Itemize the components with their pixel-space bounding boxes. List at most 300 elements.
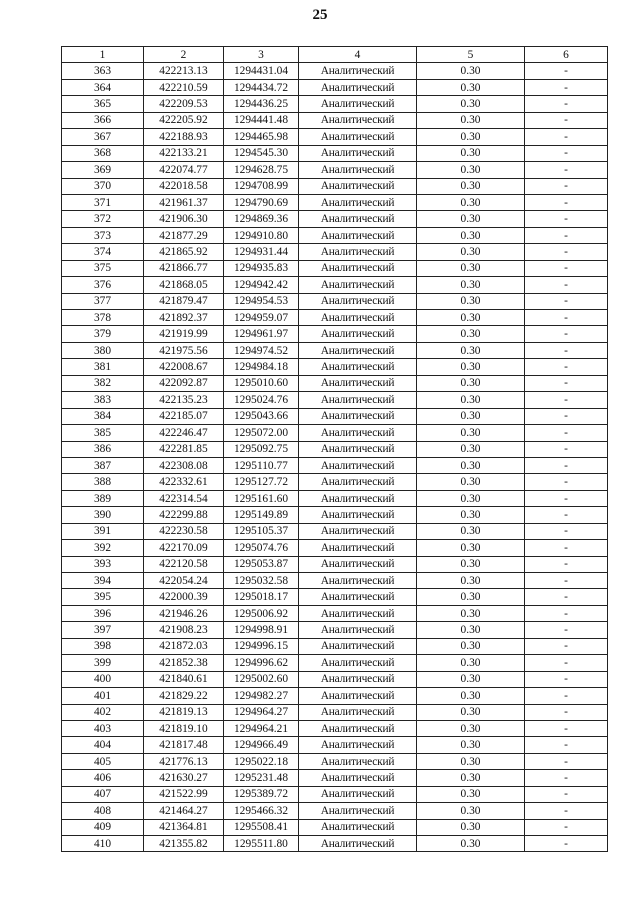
column-header: 6	[525, 47, 608, 63]
column-header: 5	[417, 47, 525, 63]
method-cell: Аналитический	[299, 79, 417, 95]
table-row	[62, 573, 608, 589]
x-coordinate-cell: 422133.21	[144, 145, 224, 161]
table-row	[62, 145, 608, 161]
point-number-cell: 386	[62, 441, 144, 457]
accuracy-cell: 0.30	[417, 408, 525, 424]
point-number-cell: 383	[62, 392, 144, 408]
note-cell: -	[525, 556, 608, 572]
table-row	[62, 96, 608, 112]
note-cell: -	[525, 704, 608, 720]
y-coordinate-cell: 1294441.48	[224, 112, 299, 128]
method-cell: Аналитический	[299, 359, 417, 375]
method-cell: Аналитический	[299, 655, 417, 671]
x-coordinate-cell: 422281.85	[144, 441, 224, 457]
x-coordinate-cell: 422185.07	[144, 408, 224, 424]
accuracy-cell: 0.30	[417, 753, 525, 769]
accuracy-cell: 0.30	[417, 655, 525, 671]
y-coordinate-cell: 1294465.98	[224, 129, 299, 145]
method-cell: Аналитический	[299, 589, 417, 605]
y-coordinate-cell: 1295074.76	[224, 540, 299, 556]
x-coordinate-cell: 421464.27	[144, 803, 224, 819]
method-cell: Аналитический	[299, 441, 417, 457]
table-row	[62, 540, 608, 556]
method-cell: Аналитический	[299, 63, 417, 79]
table-row	[62, 277, 608, 293]
point-number-cell: 403	[62, 720, 144, 736]
x-coordinate-cell: 421776.13	[144, 753, 224, 769]
method-cell: Аналитический	[299, 704, 417, 720]
method-cell: Аналитический	[299, 737, 417, 753]
accuracy-cell: 0.30	[417, 359, 525, 375]
point-number-cell: 408	[62, 803, 144, 819]
x-coordinate-cell: 422188.93	[144, 129, 224, 145]
x-coordinate-cell: 421819.13	[144, 704, 224, 720]
note-cell: -	[525, 375, 608, 391]
note-cell: -	[525, 737, 608, 753]
table-row	[62, 408, 608, 424]
method-cell: Аналитический	[299, 277, 417, 293]
method-cell: Аналитический	[299, 457, 417, 473]
table-row	[62, 786, 608, 802]
method-cell: Аналитический	[299, 819, 417, 835]
point-number-cell: 372	[62, 211, 144, 227]
accuracy-cell: 0.30	[417, 474, 525, 490]
y-coordinate-cell: 1294910.80	[224, 227, 299, 243]
x-coordinate-cell: 422209.53	[144, 96, 224, 112]
table-row	[62, 227, 608, 243]
x-coordinate-cell: 421819.10	[144, 720, 224, 736]
accuracy-cell: 0.30	[417, 326, 525, 342]
accuracy-cell: 0.30	[417, 605, 525, 621]
table-row	[62, 704, 608, 720]
y-coordinate-cell: 1294959.07	[224, 310, 299, 326]
point-number-cell: 389	[62, 490, 144, 506]
x-coordinate-cell: 421946.26	[144, 605, 224, 621]
y-coordinate-cell: 1294942.42	[224, 277, 299, 293]
note-cell: -	[525, 836, 608, 852]
x-coordinate-cell: 422314.54	[144, 490, 224, 506]
note-cell: -	[525, 145, 608, 161]
method-cell: Аналитический	[299, 556, 417, 572]
accuracy-cell: 0.30	[417, 589, 525, 605]
note-cell: -	[525, 326, 608, 342]
point-number-cell: 405	[62, 753, 144, 769]
point-number-cell: 406	[62, 770, 144, 786]
note-cell: -	[525, 277, 608, 293]
accuracy-cell: 0.30	[417, 770, 525, 786]
point-number-cell: 369	[62, 162, 144, 178]
y-coordinate-cell: 1295149.89	[224, 507, 299, 523]
point-number-cell: 371	[62, 194, 144, 210]
y-coordinate-cell: 1294790.69	[224, 194, 299, 210]
note-cell: -	[525, 457, 608, 473]
point-number-cell: 410	[62, 836, 144, 852]
column-header: 4	[299, 47, 417, 63]
x-coordinate-cell: 421866.77	[144, 260, 224, 276]
y-coordinate-cell: 1294431.04	[224, 63, 299, 79]
accuracy-cell: 0.30	[417, 819, 525, 835]
accuracy-cell: 0.30	[417, 194, 525, 210]
note-cell: -	[525, 770, 608, 786]
table-row	[62, 293, 608, 309]
note-cell: -	[525, 655, 608, 671]
point-number-cell: 378	[62, 310, 144, 326]
point-number-cell: 394	[62, 573, 144, 589]
accuracy-cell: 0.30	[417, 112, 525, 128]
point-number-cell: 385	[62, 425, 144, 441]
x-coordinate-cell: 422074.77	[144, 162, 224, 178]
point-number-cell: 387	[62, 457, 144, 473]
point-number-cell: 368	[62, 145, 144, 161]
accuracy-cell: 0.30	[417, 375, 525, 391]
point-number-cell: 402	[62, 704, 144, 720]
method-cell: Аналитический	[299, 507, 417, 523]
table-row	[62, 490, 608, 506]
x-coordinate-cell: 422230.58	[144, 523, 224, 539]
y-coordinate-cell: 1295511.80	[224, 836, 299, 852]
table-row	[62, 622, 608, 638]
point-number-cell: 380	[62, 342, 144, 358]
x-coordinate-cell: 422120.58	[144, 556, 224, 572]
x-coordinate-cell: 421906.30	[144, 211, 224, 227]
note-cell: -	[525, 194, 608, 210]
method-cell: Аналитический	[299, 96, 417, 112]
y-coordinate-cell: 1294984.18	[224, 359, 299, 375]
y-coordinate-cell: 1294982.27	[224, 688, 299, 704]
note-cell: -	[525, 786, 608, 802]
table-row	[62, 162, 608, 178]
table-row	[62, 244, 608, 260]
method-cell: Аналитический	[299, 112, 417, 128]
accuracy-cell: 0.30	[417, 129, 525, 145]
y-coordinate-cell: 1294869.36	[224, 211, 299, 227]
point-number-cell: 388	[62, 474, 144, 490]
y-coordinate-cell: 1295092.75	[224, 441, 299, 457]
point-number-cell: 391	[62, 523, 144, 539]
note-cell: -	[525, 720, 608, 736]
x-coordinate-cell: 421961.37	[144, 194, 224, 210]
y-coordinate-cell: 1294966.49	[224, 737, 299, 753]
table-body	[62, 63, 608, 852]
x-coordinate-cell: 421865.92	[144, 244, 224, 260]
point-number-cell: 397	[62, 622, 144, 638]
x-coordinate-cell: 421892.37	[144, 310, 224, 326]
note-cell: -	[525, 260, 608, 276]
y-coordinate-cell: 1294954.53	[224, 293, 299, 309]
table-row	[62, 375, 608, 391]
note-cell: -	[525, 753, 608, 769]
accuracy-cell: 0.30	[417, 803, 525, 819]
y-coordinate-cell: 1295105.37	[224, 523, 299, 539]
note-cell: -	[525, 79, 608, 95]
accuracy-cell: 0.30	[417, 737, 525, 753]
y-coordinate-cell: 1295389.72	[224, 786, 299, 802]
point-number-cell: 382	[62, 375, 144, 391]
note-cell: -	[525, 671, 608, 687]
note-cell: -	[525, 178, 608, 194]
point-number-cell: 409	[62, 819, 144, 835]
note-cell: -	[525, 523, 608, 539]
note-cell: -	[525, 112, 608, 128]
accuracy-cell: 0.30	[417, 704, 525, 720]
point-number-cell: 384	[62, 408, 144, 424]
point-number-cell: 400	[62, 671, 144, 687]
accuracy-cell: 0.30	[417, 523, 525, 539]
x-coordinate-cell: 422205.92	[144, 112, 224, 128]
x-coordinate-cell: 422018.58	[144, 178, 224, 194]
x-coordinate-cell: 421877.29	[144, 227, 224, 243]
note-cell: -	[525, 441, 608, 457]
point-number-cell: 404	[62, 737, 144, 753]
point-number-cell: 370	[62, 178, 144, 194]
table-row	[62, 129, 608, 145]
y-coordinate-cell: 1295508.41	[224, 819, 299, 835]
x-coordinate-cell: 422054.24	[144, 573, 224, 589]
note-cell: -	[525, 408, 608, 424]
column-header: 2	[144, 47, 224, 63]
note-cell: -	[525, 129, 608, 145]
table-row	[62, 474, 608, 490]
y-coordinate-cell: 1294974.52	[224, 342, 299, 358]
x-coordinate-cell: 421908.23	[144, 622, 224, 638]
note-cell: -	[525, 638, 608, 654]
column-header: 1	[62, 47, 144, 63]
accuracy-cell: 0.30	[417, 540, 525, 556]
point-number-cell: 379	[62, 326, 144, 342]
method-cell: Аналитический	[299, 145, 417, 161]
table-row	[62, 671, 608, 687]
x-coordinate-cell: 421879.47	[144, 293, 224, 309]
y-coordinate-cell: 1295053.87	[224, 556, 299, 572]
note-cell: -	[525, 490, 608, 506]
point-number-cell: 366	[62, 112, 144, 128]
point-number-cell: 390	[62, 507, 144, 523]
y-coordinate-cell: 1294964.27	[224, 704, 299, 720]
table-row	[62, 425, 608, 441]
note-cell: -	[525, 622, 608, 638]
method-cell: Аналитический	[299, 244, 417, 260]
point-number-cell: 398	[62, 638, 144, 654]
x-coordinate-cell: 421975.56	[144, 342, 224, 358]
point-number-cell: 392	[62, 540, 144, 556]
accuracy-cell: 0.30	[417, 392, 525, 408]
note-cell: -	[525, 803, 608, 819]
y-coordinate-cell: 1295032.58	[224, 573, 299, 589]
x-coordinate-cell: 422332.61	[144, 474, 224, 490]
x-coordinate-cell: 422170.09	[144, 540, 224, 556]
point-number-cell: 381	[62, 359, 144, 375]
accuracy-cell: 0.30	[417, 244, 525, 260]
method-cell: Аналитический	[299, 605, 417, 621]
x-coordinate-cell: 422092.87	[144, 375, 224, 391]
x-coordinate-cell: 422213.13	[144, 63, 224, 79]
note-cell: -	[525, 342, 608, 358]
x-coordinate-cell: 422000.39	[144, 589, 224, 605]
method-cell: Аналитический	[299, 671, 417, 687]
y-coordinate-cell: 1295018.17	[224, 589, 299, 605]
table-row	[62, 112, 608, 128]
table-row	[62, 819, 608, 835]
note-cell: -	[525, 293, 608, 309]
accuracy-cell: 0.30	[417, 786, 525, 802]
y-coordinate-cell: 1295231.48	[224, 770, 299, 786]
point-number-cell: 373	[62, 227, 144, 243]
y-coordinate-cell: 1294961.97	[224, 326, 299, 342]
x-coordinate-cell: 421872.03	[144, 638, 224, 654]
point-number-cell: 363	[62, 63, 144, 79]
x-coordinate-cell: 422135.23	[144, 392, 224, 408]
note-cell: -	[525, 589, 608, 605]
y-coordinate-cell: 1294964.21	[224, 720, 299, 736]
y-coordinate-cell: 1295010.60	[224, 375, 299, 391]
method-cell: Аналитический	[299, 523, 417, 539]
accuracy-cell: 0.30	[417, 310, 525, 326]
method-cell: Аналитический	[299, 178, 417, 194]
point-number-cell: 365	[62, 96, 144, 112]
table-row	[62, 63, 608, 79]
x-coordinate-cell: 421840.61	[144, 671, 224, 687]
y-coordinate-cell: 1294545.30	[224, 145, 299, 161]
x-coordinate-cell: 421522.99	[144, 786, 224, 802]
table-row	[62, 589, 608, 605]
point-number-cell: 367	[62, 129, 144, 145]
table-row	[62, 79, 608, 95]
table-row	[62, 720, 608, 736]
y-coordinate-cell: 1294436.25	[224, 96, 299, 112]
point-number-cell: 401	[62, 688, 144, 704]
x-coordinate-cell: 421868.05	[144, 277, 224, 293]
accuracy-cell: 0.30	[417, 490, 525, 506]
table-row	[62, 638, 608, 654]
table-row	[62, 194, 608, 210]
accuracy-cell: 0.30	[417, 457, 525, 473]
method-cell: Аналитический	[299, 720, 417, 736]
accuracy-cell: 0.30	[417, 342, 525, 358]
accuracy-cell: 0.30	[417, 96, 525, 112]
accuracy-cell: 0.30	[417, 260, 525, 276]
table-row	[62, 441, 608, 457]
x-coordinate-cell: 421829.22	[144, 688, 224, 704]
x-coordinate-cell: 421919.99	[144, 326, 224, 342]
x-coordinate-cell: 422299.88	[144, 507, 224, 523]
table-row	[62, 310, 608, 326]
accuracy-cell: 0.30	[417, 836, 525, 852]
table-row	[62, 392, 608, 408]
note-cell: -	[525, 310, 608, 326]
point-number-cell: 399	[62, 655, 144, 671]
point-number-cell: 407	[62, 786, 144, 802]
note-cell: -	[525, 540, 608, 556]
method-cell: Аналитический	[299, 425, 417, 441]
accuracy-cell: 0.30	[417, 638, 525, 654]
table-row	[62, 688, 608, 704]
table-row	[62, 556, 608, 572]
y-coordinate-cell: 1294996.62	[224, 655, 299, 671]
method-cell: Аналитический	[299, 162, 417, 178]
accuracy-cell: 0.30	[417, 622, 525, 638]
note-cell: -	[525, 425, 608, 441]
accuracy-cell: 0.30	[417, 211, 525, 227]
accuracy-cell: 0.30	[417, 720, 525, 736]
y-coordinate-cell: 1295072.00	[224, 425, 299, 441]
point-number-cell: 396	[62, 605, 144, 621]
x-coordinate-cell: 422008.67	[144, 359, 224, 375]
accuracy-cell: 0.30	[417, 145, 525, 161]
y-coordinate-cell: 1294935.83	[224, 260, 299, 276]
y-coordinate-cell: 1295127.72	[224, 474, 299, 490]
method-cell: Аналитический	[299, 638, 417, 654]
table-row	[62, 457, 608, 473]
note-cell: -	[525, 474, 608, 490]
table-row	[62, 605, 608, 621]
method-cell: Аналитический	[299, 194, 417, 210]
accuracy-cell: 0.30	[417, 688, 525, 704]
accuracy-cell: 0.30	[417, 556, 525, 572]
y-coordinate-cell: 1295466.32	[224, 803, 299, 819]
y-coordinate-cell: 1294998.91	[224, 622, 299, 638]
method-cell: Аналитический	[299, 375, 417, 391]
table-row	[62, 655, 608, 671]
coordinates-table	[61, 46, 608, 852]
accuracy-cell: 0.30	[417, 441, 525, 457]
method-cell: Аналитический	[299, 688, 417, 704]
y-coordinate-cell: 1294708.99	[224, 178, 299, 194]
y-coordinate-cell: 1294628.75	[224, 162, 299, 178]
note-cell: -	[525, 573, 608, 589]
x-coordinate-cell: 421364.81	[144, 819, 224, 835]
accuracy-cell: 0.30	[417, 573, 525, 589]
accuracy-cell: 0.30	[417, 277, 525, 293]
method-cell: Аналитический	[299, 408, 417, 424]
method-cell: Аналитический	[299, 474, 417, 490]
y-coordinate-cell: 1294931.44	[224, 244, 299, 260]
note-cell: -	[525, 244, 608, 260]
method-cell: Аналитический	[299, 326, 417, 342]
table-row	[62, 523, 608, 539]
y-coordinate-cell: 1295110.77	[224, 457, 299, 473]
table-row	[62, 326, 608, 342]
method-cell: Аналитический	[299, 490, 417, 506]
x-coordinate-cell: 422210.59	[144, 79, 224, 95]
x-coordinate-cell: 421630.27	[144, 770, 224, 786]
accuracy-cell: 0.30	[417, 162, 525, 178]
x-coordinate-cell: 422246.47	[144, 425, 224, 441]
note-cell: -	[525, 162, 608, 178]
accuracy-cell: 0.30	[417, 79, 525, 95]
accuracy-cell: 0.30	[417, 671, 525, 687]
point-number-cell: 375	[62, 260, 144, 276]
method-cell: Аналитический	[299, 836, 417, 852]
table-row	[62, 737, 608, 753]
x-coordinate-cell: 421355.82	[144, 836, 224, 852]
note-cell: -	[525, 819, 608, 835]
method-cell: Аналитический	[299, 293, 417, 309]
method-cell: Аналитический	[299, 540, 417, 556]
method-cell: Аналитический	[299, 392, 417, 408]
method-cell: Аналитический	[299, 260, 417, 276]
method-cell: Аналитический	[299, 786, 417, 802]
point-number-cell: 395	[62, 589, 144, 605]
point-number-cell: 377	[62, 293, 144, 309]
method-cell: Аналитический	[299, 753, 417, 769]
table-row	[62, 803, 608, 819]
y-coordinate-cell: 1295002.60	[224, 671, 299, 687]
note-cell: -	[525, 63, 608, 79]
method-cell: Аналитический	[299, 227, 417, 243]
table-row	[62, 359, 608, 375]
note-cell: -	[525, 688, 608, 704]
